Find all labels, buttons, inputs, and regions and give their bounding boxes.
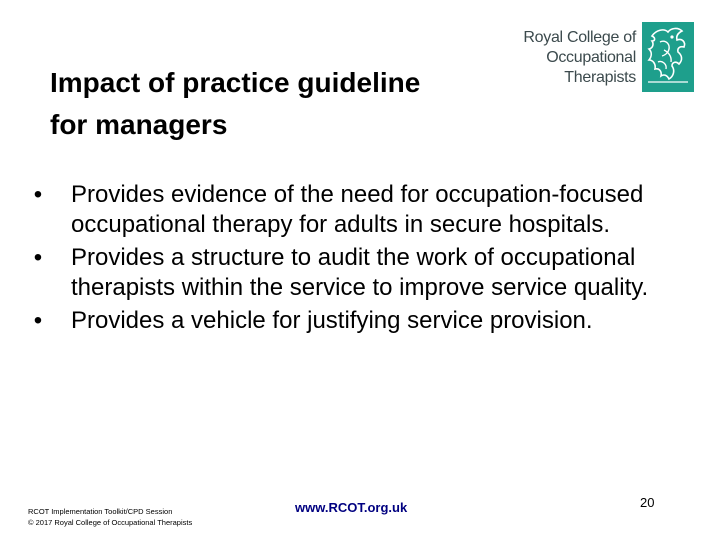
- bullet-text: Provides a vehicle for justifying service provision.: [71, 307, 593, 334]
- logo-wordmark: [523, 28, 636, 88]
- title-line-1: Impact of practice guideline: [50, 67, 421, 98]
- bullet-list: [28, 180, 668, 339]
- logo-line-3: Therapists: [564, 69, 636, 86]
- crest-icon: [642, 22, 694, 92]
- rcot-logo: [520, 22, 700, 94]
- bullet-text: Provides evidence of the need for occupation-focused occupational therapy for adults in secure hospitals.: [71, 181, 644, 238]
- bullet-text: Provides a structure to audit the work of occupational therapists within the service to improve service quality.: [71, 244, 649, 301]
- footer-credits: [28, 506, 192, 528]
- website-link[interactable]: www.RCOT.org.uk: [295, 500, 408, 515]
- title-line-2: for managers: [50, 109, 228, 140]
- bullet-marker: •: [33, 244, 43, 271]
- bullet-marker: •: [33, 307, 43, 334]
- slide-title: [50, 62, 520, 146]
- logo-line-2: Occupational: [546, 49, 636, 66]
- bullet-item: [28, 180, 668, 240]
- logo-line-1: Royal College of: [523, 29, 636, 46]
- footer-line-1: RCOT Implementation Toolkit/CPD Session: [28, 507, 173, 516]
- bullet-marker: •: [33, 181, 43, 208]
- footer-line-2: © 2017 Royal College of Occupational Therapists: [28, 518, 193, 527]
- bullet-item: [28, 306, 668, 336]
- bullet-item: [28, 243, 668, 303]
- page-number: 20: [640, 495, 655, 510]
